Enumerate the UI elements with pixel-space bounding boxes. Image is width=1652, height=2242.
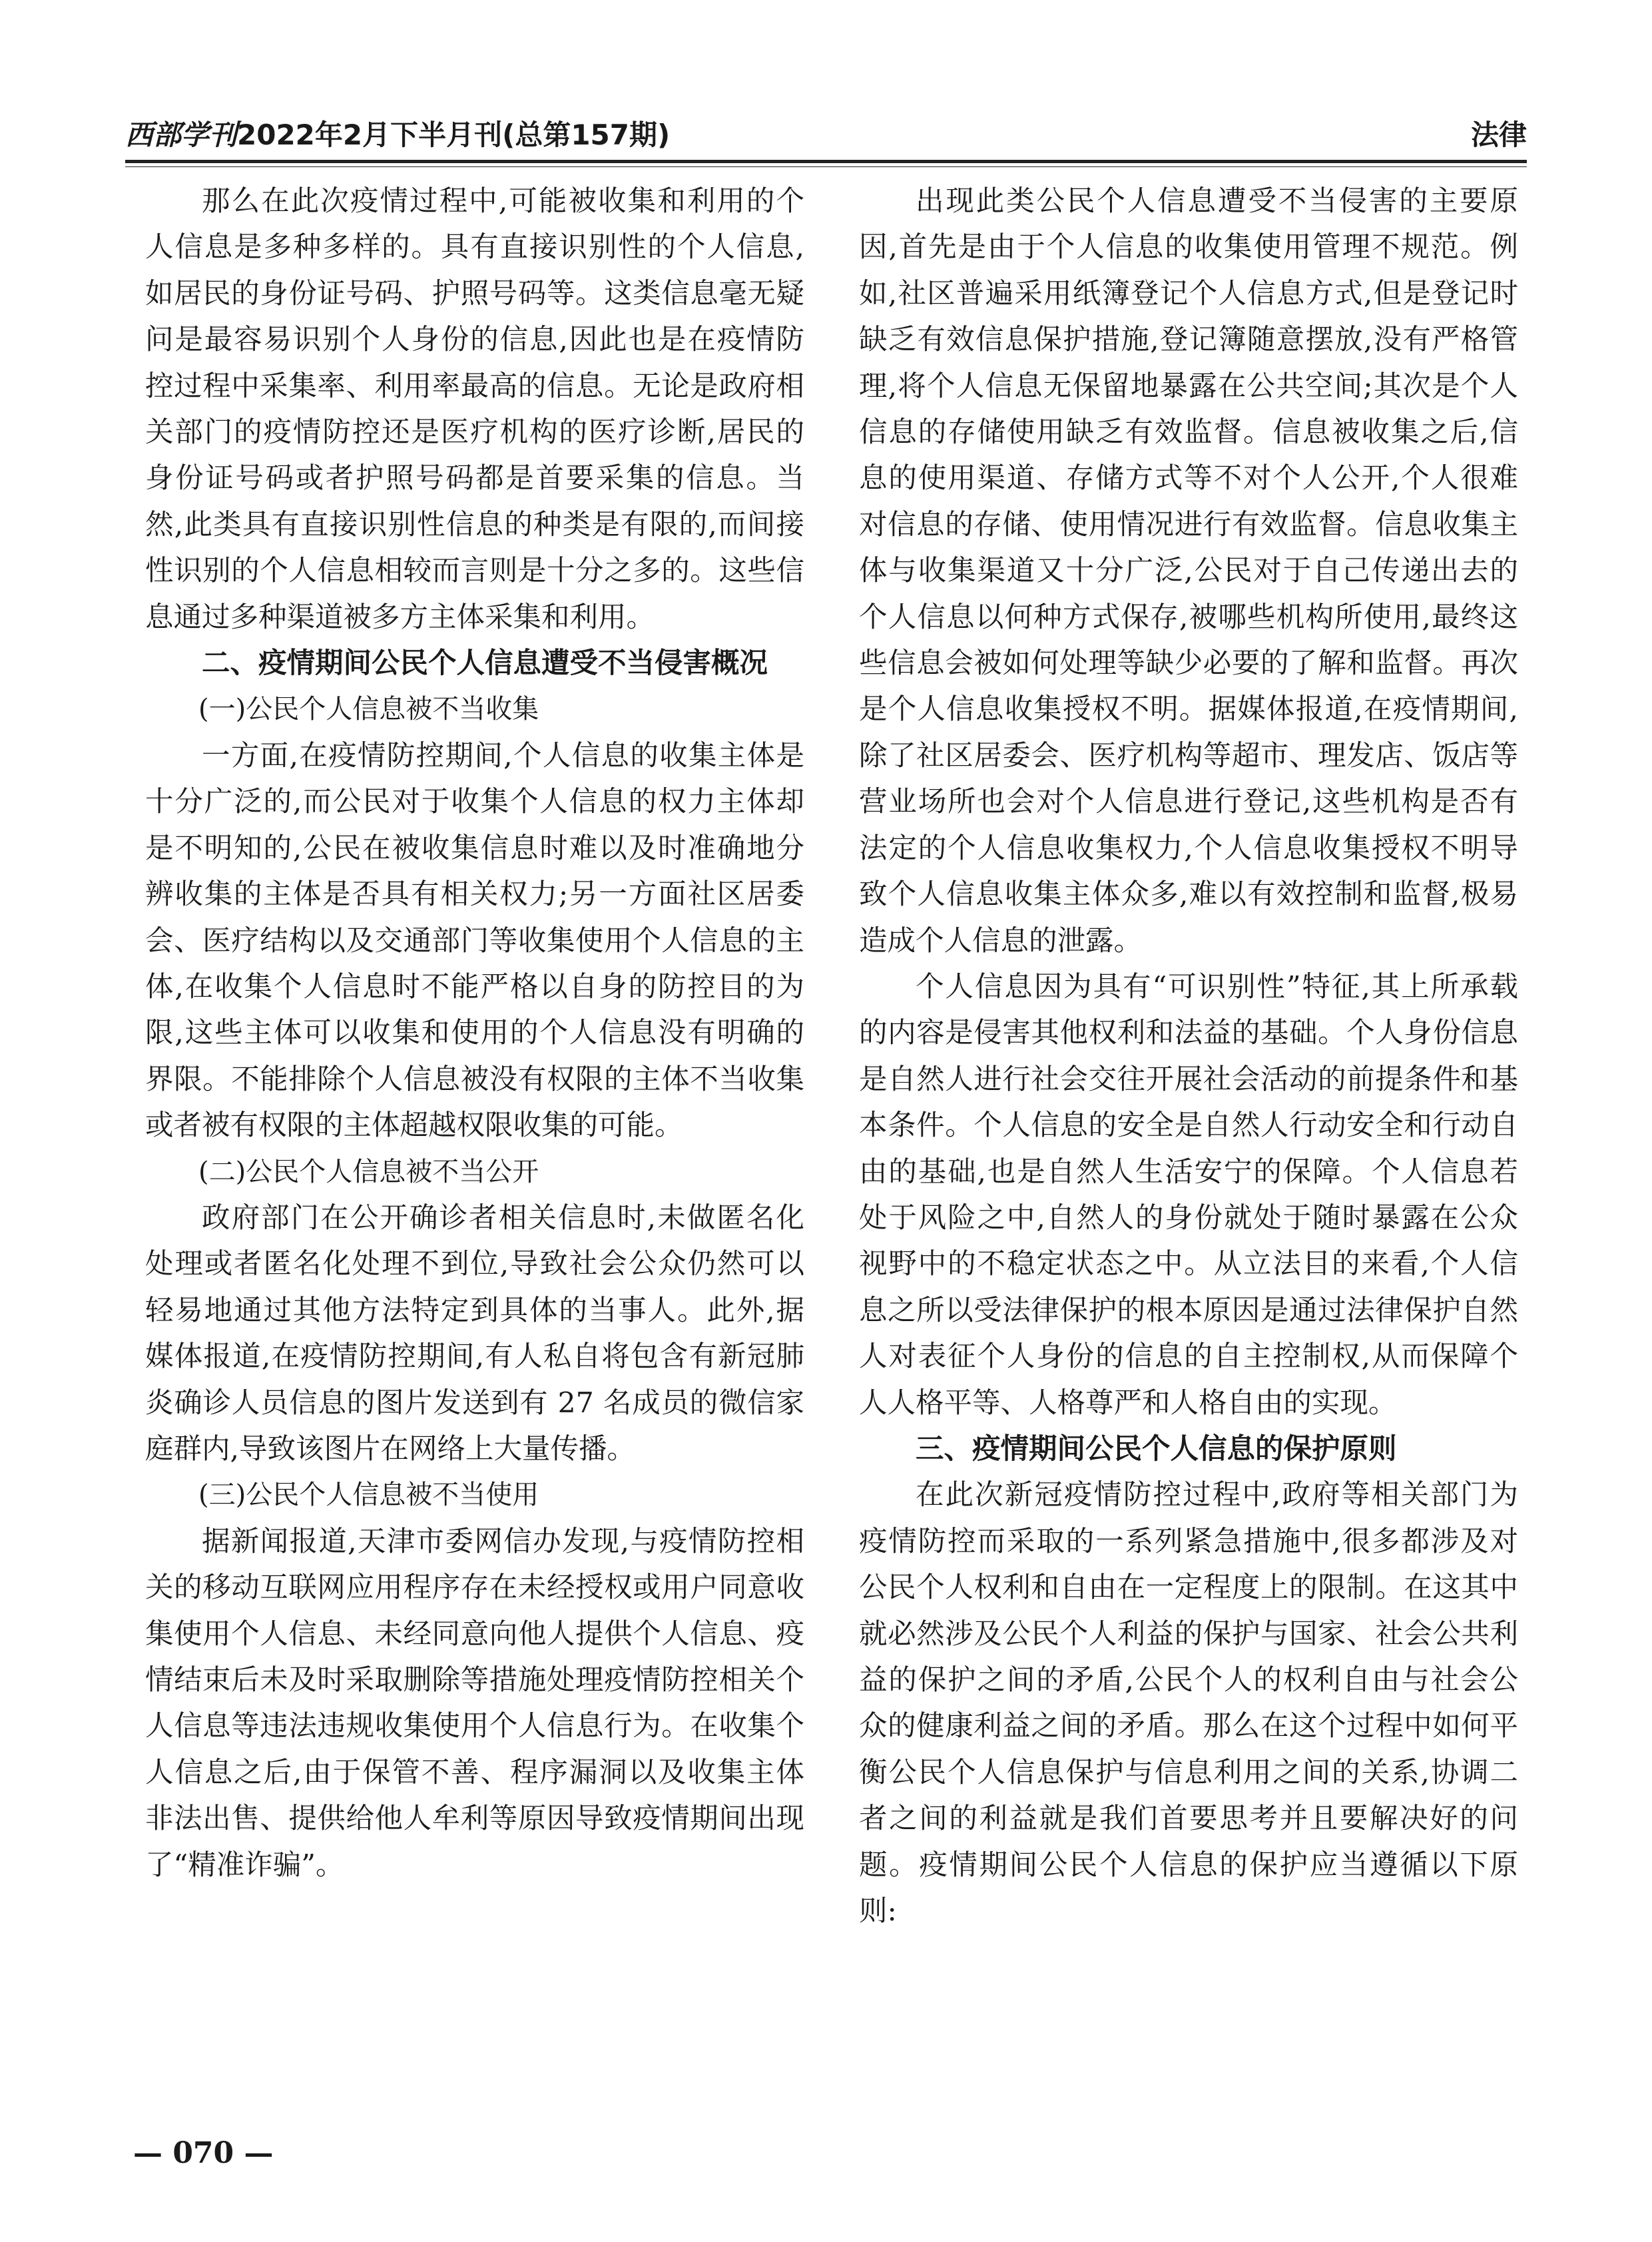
left-subsection-heading: (二)公民个人信息被不当公开 (198, 1156, 539, 1187)
header-rule-thick (125, 160, 1527, 163)
right-column (859, 178, 1518, 2090)
running-header (125, 107, 1527, 154)
journal-issue: 2022年2月下半月刊(总第157期) (237, 119, 671, 151)
page-number: — 070 — (133, 2136, 274, 2170)
left-subsection-heading: (一)公民个人信息被不当收集 (198, 694, 539, 725)
journal-title (125, 113, 670, 153)
left-paragraph: 政府部门在公开确诊者相关信息时,未做匿名化处理或者匿名化处理不到位,导致社会公众仍然可以轻易地通过其他方法特定到具体的当事人。此外,据媒体报道,在疫情防控期间,有人私自将包含有新冠肺炎确诊人员信息的图片发送到有 27 名成员的微信家庭群内,导致该图片在网络上大量传播。 (145, 1201, 804, 1466)
left-paragraph: 那么在此次疫情过程中,可能被收集和利用的个人信息是多种多样的。具有直接识别性的个人信息,如居民的身份证号码、护照号码等。这类信息毫无疑问是最容易识别个人身份的信息,因此也是在疫情防控过程中采集率、利用率最高的信息。无论是政府相关部门的疫情防控还是医疗机构的医疗诊断,居民的身份证号码或者护照号码都是首要采集的信息。当然,此类具有直接识别性信息的种类是有限的,而间接性识别的个人信息相较而言则是十分之多的。这些信息通过多种渠道被多方主体采集和利用。 (145, 185, 804, 634)
left-paragraph: 一方面,在疫情防控期间,个人信息的收集主体是十分广泛的,而公民对于收集个人信息的权力主体却是不明知的,公民在被收集信息时难以及时准确地分辨收集的主体是否具有相关权力;另一方面社区居委会、医疗结构以及交通部门等收集使用个人信息的主体,在收集个人信息时不能严格以自身的防控目的为限,这些主体可以收集和使用的个人信息没有明确的界限。不能排除个人信息被没有权限的主体不当收集或者被有权限的主体超越权限收集的可能。 (145, 739, 804, 1143)
left-paragraph: 据新闻报道,天津市委网信办发现,与疫情防控相关的移动互联网应用程序存在未经授权或用户同意收集使用个人信息、未经同意向他人提供个人信息、疫情结束后未及时采取删除等措施处理疫情防控相关个人信息等违法违规收集使用个人信息行为。在收集个人信息之后,由于保管不善、程序漏洞以及收集主体非法出售、提供给他人牟利等原因导致疫情期间出现了“精准诈骗”。 (145, 1525, 804, 1882)
right-paragraph: 出现此类公民个人信息遭受不当侵害的主要原因,首先是由于个人信息的收集使用管理不规范。例如,社区普遍采用纸簿登记个人信息方式,但是登记时缺乏有效信息保护措施,登记簿随意摆放,没有严格管理,将个人信息无保留地暴露在公共空间;其次是个人信息的存储使用缺乏有效监督。信息被收集之后,信息的使用渠道、存储方式等不对个人公开,个人很难对信息的存储、使用情况进行有效监督。信息收集主体与收集渠道又十分广泛,公民对于自己传递出去的个人信息以何种方式保存,被哪些机构所使用,最终这些信息会被如何处理等缺少必要的了解和监督。再次是个人信息收集授权不明。据媒体报道,在疫情期间,除了社区居委会、医疗机构等超市、理发店、饭店等营业场所也会对个人信息进行登记,这些机构是否有法定的个人信息收集权力,个人信息收集授权不明导致个人信息收集主体众多,难以有效控制和监督,极易造成个人信息的泄露。 (859, 185, 1518, 958)
section-label: 法律 (1470, 119, 1527, 151)
header-rule-thin (125, 166, 1527, 167)
right-section-heading: 三、疫情期间公民个人信息的保护原则 (916, 1432, 1397, 1466)
right-paragraph: 个人信息因为具有“可识别性”特征,其上所承载的内容是侵害其他权利和法益的基础。个人身份信息是自然人进行社会交往开展社会活动的前提条件和基本条件。个人信息的安全是自然人行动安全和行动自由的基础,也是自然人生活安宁的保障。个人信息若处于风险之中,自然人的身份就处于随时暴露在公众视野中的不稳定状态之中。从立法目的来看,个人信息之所以受法律保护的根本原因是通过法律保护自然人对表征个人身份的信息的自主控制权,从而保障个人人格平等、人格尊严和人格自由的实现。 (859, 970, 1518, 1420)
left-section-heading: 二、疫情期间公民个人信息遭受不当侵害概况 (202, 647, 768, 681)
left-subsection-heading: (三)公民个人信息被不当使用 (198, 1480, 539, 1511)
right-paragraph: 在此次新冠疫情防控过程中,政府等相关部门为疫情防控而采取的一系列紧急措施中,很多都涉及对公民个人权利和自由在一定程度上的限制。在这其中就必然涉及公民个人利益的保护与国家、社会公共利益的保护之间的矛盾,公民个人的权利自由与社会公众的健康利益之间的矛盾。那么在这个过程中如何平衡公民个人信息保护与信息利用之间的关系,协调二者之间的利益就是我们首要思考并且要解决好的问题。疫情期间公民个人信息的保护应当遵循以下原则: (859, 1479, 1518, 1928)
left-column (145, 178, 804, 2090)
journal-brand: 西部学刊 (125, 119, 238, 151)
